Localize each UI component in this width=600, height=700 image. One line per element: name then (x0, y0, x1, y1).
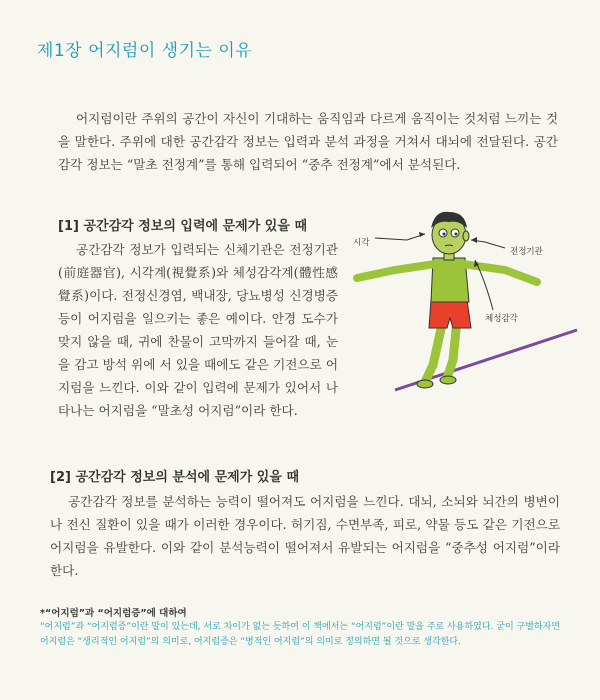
right-pupil (455, 233, 458, 236)
chapter-title: 제1장 어지럼이 생기는 이유 (37, 41, 253, 61)
label-vestibular: 전정기관 (510, 247, 543, 257)
ear (463, 231, 469, 241)
vision-arrow (375, 234, 425, 240)
vestibular-arrowhead (471, 237, 477, 243)
section2-body: 공간감각 정보를 분석하는 능력이 떨어져도 어지럼을 느낀다. 대뇌, 소뇌와 뇌간의 병변이나 전신 질환이 있을 때가 이러한 경우이다. 허기짐, 수면부족, 피로, 약물 등도 같은 기전으로 어지럼을 유발한다. 이와 같이 분석능력이 떨어져서 유발되는 어지럼을 “중추성 어지럼”이라 한다. (50, 494, 560, 578)
red-shorts (429, 300, 471, 328)
section1-heading: [1] 공간감각 정보의 입력에 문제가 있을 때 (58, 219, 308, 234)
section2-heading: [2] 공간감각 정보의 분석에 문제가 있을 때 (50, 470, 300, 485)
intro-paragraph: 어지럼이란 주위의 공간이 자신이 기대하는 움직임과 다르게 움직이는 것처럼 느끼는 것을 말한다. 주위에 대한 공간감각 정보는 입력과 분석 과정을 거쳐서 대뇌에 전달된다. 공간감각 정보는 “말초 전정계”를 통해 입력되어 “중추 전정계”에서 분석된다. (58, 111, 558, 172)
left-leg (425, 320, 443, 382)
right-foot (440, 376, 456, 384)
left-arm (357, 264, 435, 278)
note-body: “어지럼”과 “어지럼증”이란 말이 있는데, 서로 차이가 없는 듯하여 이 책에서는 “어지럼”이란 말을 주로 사용하였다. 굳이 구별하자면 어지럼은 “생리적인 어지럼”의 의미로, 어지럼증은 “병적인 어지럼”의 의미로 정의하면 될 것으로 생각한다. (40, 622, 561, 647)
left-pupil (443, 233, 446, 236)
left-foot (417, 380, 433, 388)
note-heading: *“어지럼”과 “어지럼증”에 대하여 (40, 608, 187, 619)
tightrope-illustration (345, 200, 585, 400)
tightrope-figure-svg (345, 200, 585, 400)
label-somatosensory: 체성감각 (485, 314, 518, 324)
vision-arrowhead (419, 232, 425, 237)
label-vision: 시각 (353, 238, 370, 248)
section1-body: 공간감각 정보가 입력되는 신체기관은 전정기관(前庭器官), 시각계(視覺系)와 체성감각계(體性感覺系)이다. 전정신경염, 백내장, 당뇨병성 신경병증 등이 어지럼을 일으키는 좋은 예이다. 안경 도수가 맞지 않을 때, 귀에 찬물이 고막까지 들어갈 때, 눈을 감고 방석 위에 서 있을 때에도 같은 기전으로 어지럼을 느낀다. 이와 같이 입력에 문제가 있어서 나타나는 어지럼을 “말초성 어지럼”이라 한다. (58, 242, 338, 418)
